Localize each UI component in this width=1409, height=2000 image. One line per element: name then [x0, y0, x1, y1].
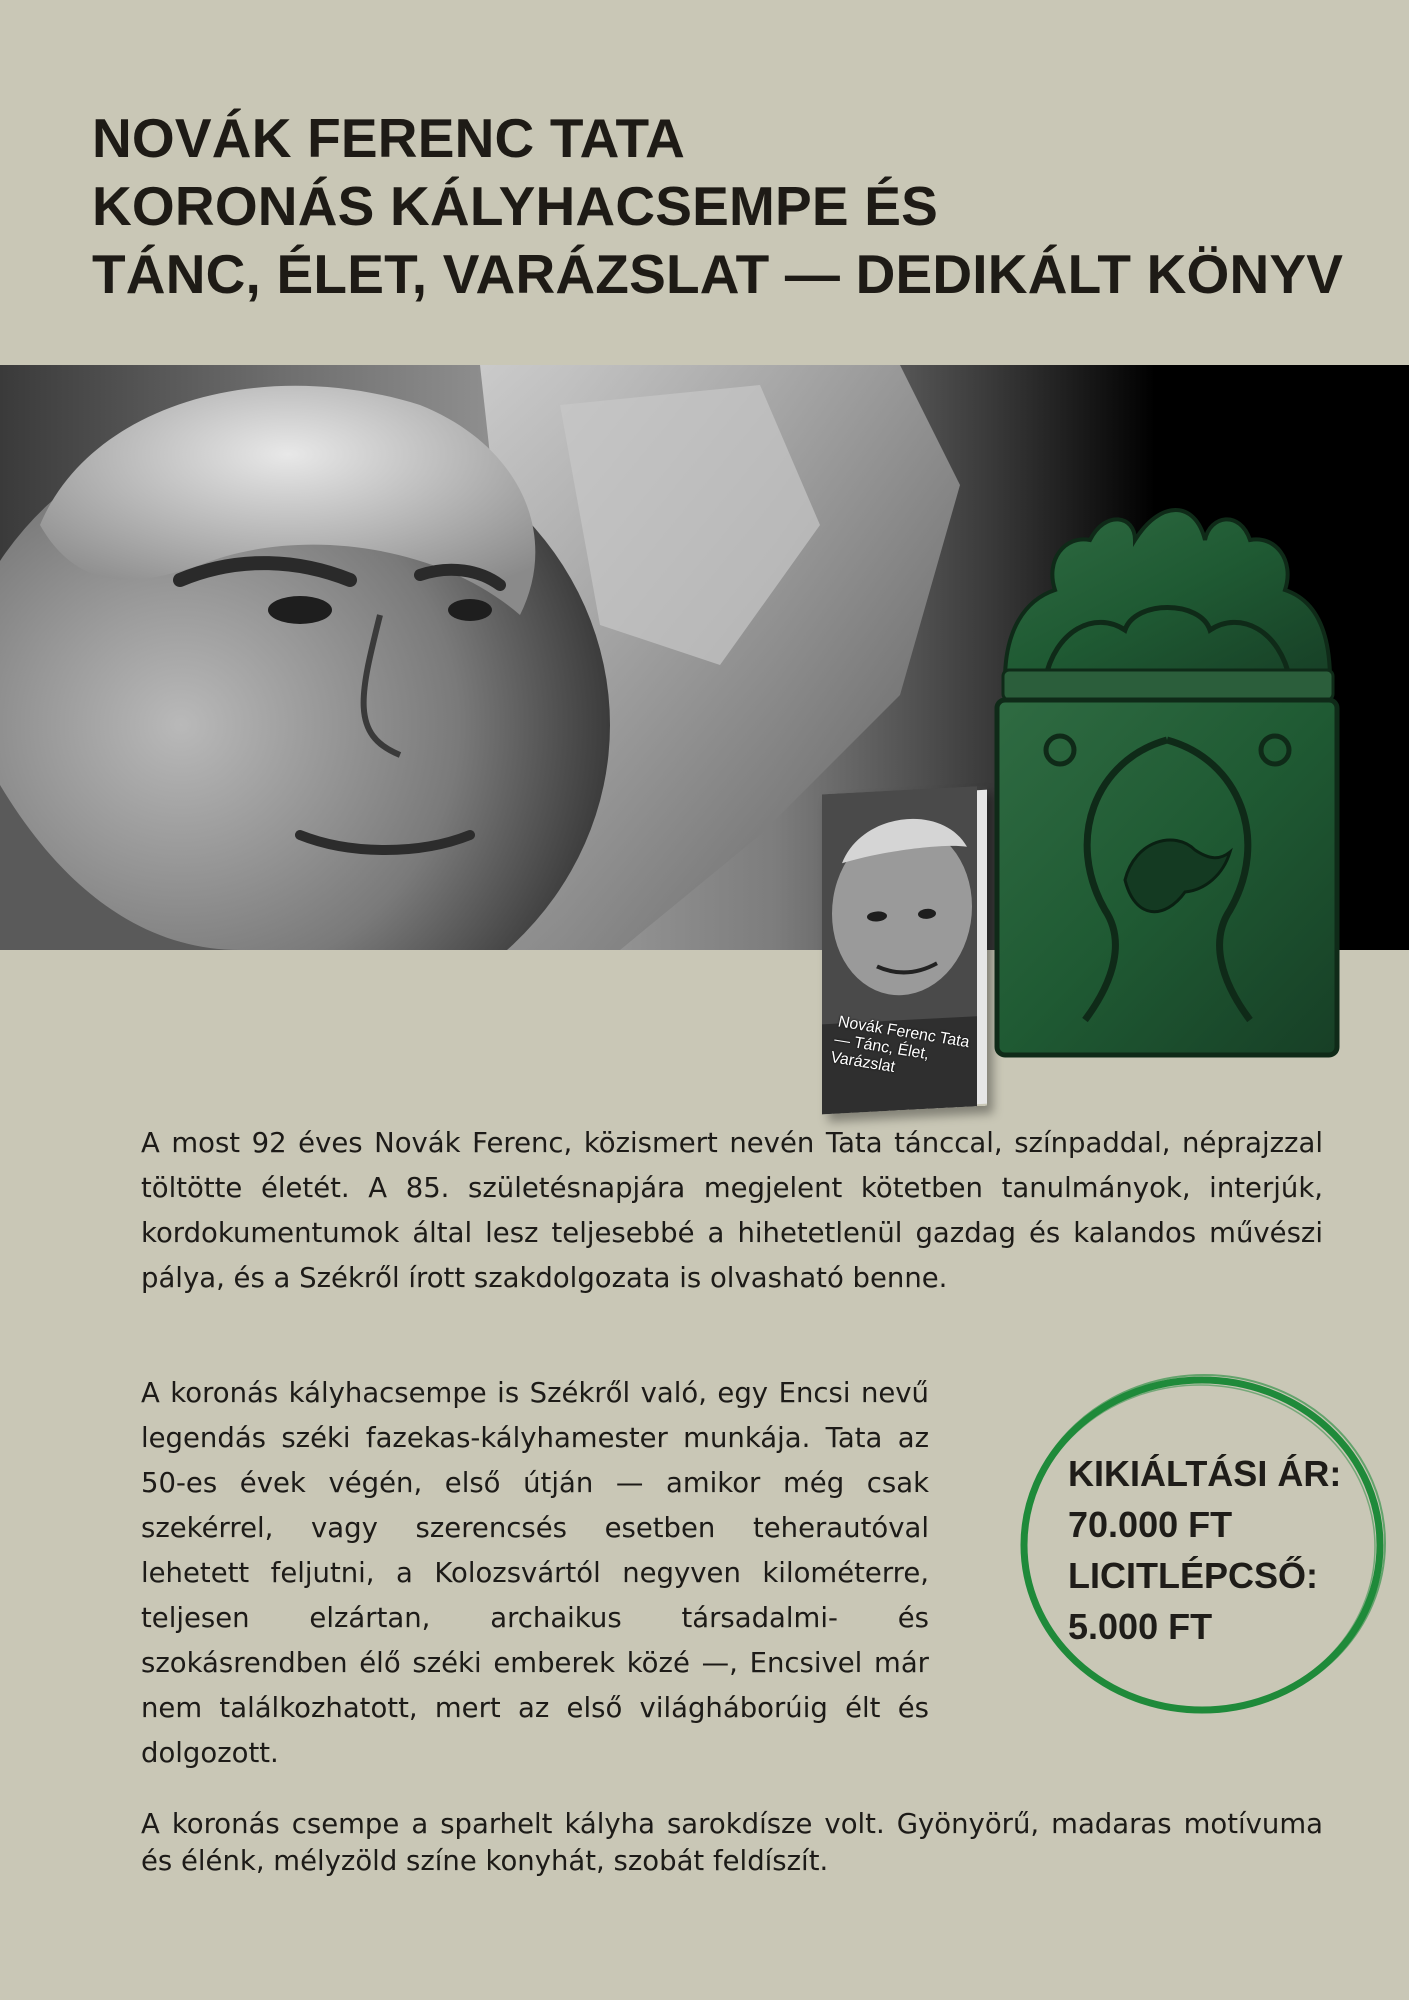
- title-line-1: NOVÁK FERENC TATA: [92, 107, 686, 169]
- starting-price-label: KIKIÁLTÁSI ÁR:: [1068, 1453, 1342, 1494]
- title-line-2: KORONÁS KÁLYHACSEMPE ÉS: [92, 175, 939, 237]
- intro-paragraph: A most 92 éves Novák Ferenc, közismert nevén Tata tánccal, színpaddal, néprajzzal töltötte életét. A 85. születésnapjára megjelent kötetben tanulmányok, interjúk, kordokumentumok által lesz teljesebbé a hihetetlenül gazdag és kalandos művészi pálya, és a Székről írott szakdolgozata is olvasható benne.: [141, 1127, 1323, 1294]
- book-cover-title: Novák Ferenc Tata — Tánc, Élet, Varázslat: [828, 1013, 972, 1077]
- price-text: [1068, 1448, 1341, 1652]
- stove-tile-image: [985, 480, 1350, 1060]
- stove-tile-illustration: [985, 480, 1350, 1060]
- title-line-3: TÁNC, ÉLET, VARÁZSLAT — DEDIKÁLT KÖNYV: [92, 243, 1344, 305]
- tile-description-paragraph: A koronás csempe a sparhelt kályha sarokdísze volt. Gyönyörű, madaras motívuma és élénk, mélyzöld színe konyhát, szobát feldíszít.: [141, 1808, 1323, 1877]
- bid-increment-value: 5.000 FT: [1068, 1606, 1213, 1647]
- book-image: [822, 786, 987, 1115]
- bid-increment-label: LICITLÉPCSŐ:: [1068, 1555, 1318, 1596]
- starting-price-value: 70.000 FT: [1068, 1504, 1233, 1545]
- price-badge: [1010, 1368, 1395, 1723]
- page-title: [92, 104, 1343, 308]
- tile-history-paragraph: A koronás kályhacsempe is Székről való, egy Encsi nevű legendás széki fazekas-kályhamester munkája. Tata az 50-es évek végén, első útján — amikor még csak szekérrel, vagy szerencsés esetben teherautóval lehetett feljutni, a Kolozsvártól negyven kilométerre, teljesen elzártan, archaikus társadalmi- és szokásrendben élő széki emberek közé —, Encsivel már nem találkozhatott, mert az első világháborúig élt és dolgozott.: [141, 1377, 929, 1769]
